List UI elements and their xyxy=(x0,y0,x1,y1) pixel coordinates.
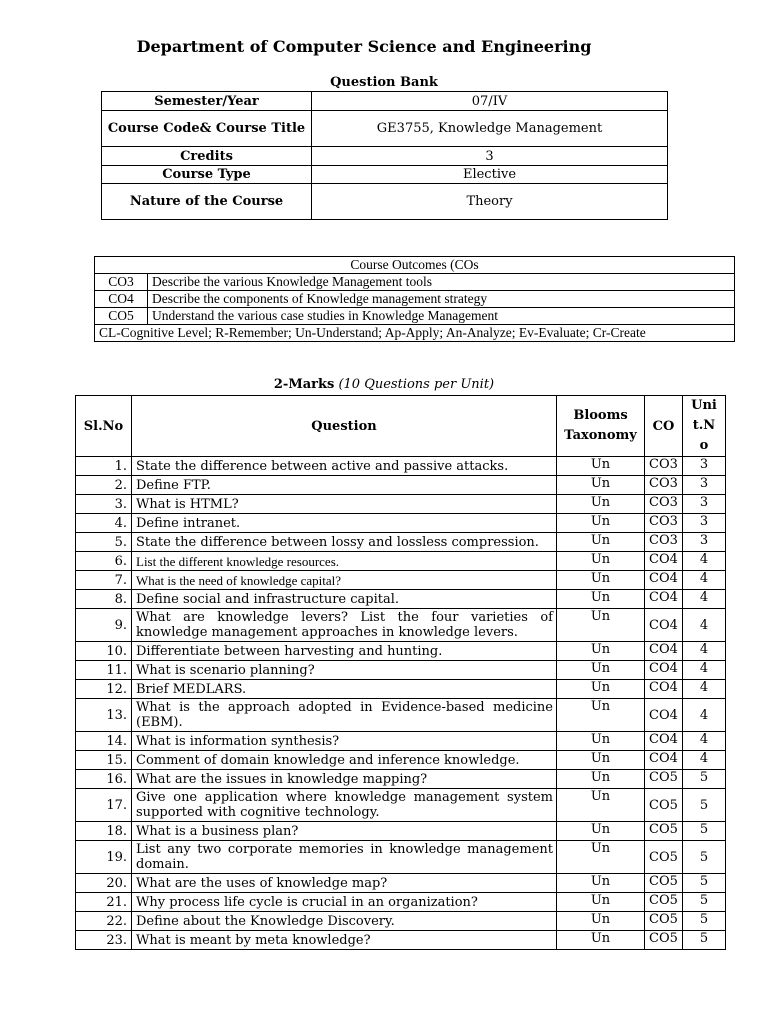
table-row xyxy=(76,552,726,571)
blooms-level: Un xyxy=(557,912,645,931)
course-outcome: CO5 xyxy=(645,931,683,950)
info-label: Course Type xyxy=(102,166,312,184)
table-row xyxy=(76,699,726,732)
blooms-level: Un xyxy=(557,751,645,770)
question-number: 20. xyxy=(76,874,132,893)
outcome-text: Describe the various Knowledge Management tools xyxy=(148,274,735,291)
question-number: 10. xyxy=(76,642,132,661)
table-row xyxy=(76,751,726,770)
question-text: List any two corporate memories in knowledge management domain. xyxy=(132,841,557,874)
outcome-text: Understand the various case studies in Knowledge Management xyxy=(148,308,735,325)
info-row xyxy=(102,166,668,184)
question-text: What are knowledge levers? List the four varieties of knowledge management approaches in knowledge levers. xyxy=(132,609,557,642)
question-text: What is HTML? xyxy=(132,495,557,514)
outcome-row xyxy=(95,291,735,308)
question-number: 11. xyxy=(76,661,132,680)
table-row xyxy=(76,457,726,476)
blooms-level: Un xyxy=(557,457,645,476)
blooms-level: Un xyxy=(557,874,645,893)
info-label: Credits xyxy=(102,147,312,166)
table-row xyxy=(76,822,726,841)
question-text: State the difference between lossy and lossless compression. xyxy=(132,533,557,552)
info-label: Course Code& Course Title xyxy=(102,111,312,147)
blooms-level: Un xyxy=(557,661,645,680)
question-number: 23. xyxy=(76,931,132,950)
table-row xyxy=(76,495,726,514)
question-text: Comment of domain knowledge and inference knowledge. xyxy=(132,751,557,770)
unit-number: 4 xyxy=(683,552,726,571)
question-number: 17. xyxy=(76,789,132,822)
info-value: Theory xyxy=(312,184,668,220)
unit-number: 5 xyxy=(683,874,726,893)
info-label: Nature of the Course xyxy=(102,184,312,220)
question-text: What is a business plan? xyxy=(132,822,557,841)
blooms-level: Un xyxy=(557,552,645,571)
info-row xyxy=(102,147,668,166)
info-row xyxy=(102,111,668,147)
info-row xyxy=(102,184,668,220)
course-outcome: CO3 xyxy=(645,476,683,495)
course-outcome: CO5 xyxy=(645,822,683,841)
outcome-row xyxy=(95,308,735,325)
unit-number: 4 xyxy=(683,699,726,732)
table-row xyxy=(76,789,726,822)
unit-number: 5 xyxy=(683,789,726,822)
course-outcome: CO3 xyxy=(645,495,683,514)
course-outcomes-table xyxy=(94,256,735,342)
course-outcome: CO5 xyxy=(645,789,683,822)
header-blooms: Blooms Taxonomy xyxy=(557,396,645,457)
table-row xyxy=(76,661,726,680)
question-text: Define intranet. xyxy=(132,514,557,533)
question-number: 13. xyxy=(76,699,132,732)
question-text: What is meant by meta knowledge? xyxy=(132,931,557,950)
question-number: 2. xyxy=(76,476,132,495)
outcome-row xyxy=(95,274,735,291)
table-row xyxy=(76,590,726,609)
table-row xyxy=(76,533,726,552)
course-outcome: CO3 xyxy=(645,514,683,533)
unit-number: 3 xyxy=(683,457,726,476)
info-label: Semester/Year xyxy=(102,92,312,111)
question-text: Define about the Knowledge Discovery. xyxy=(132,912,557,931)
blooms-level: Un xyxy=(557,609,645,642)
blooms-level: Un xyxy=(557,822,645,841)
course-outcome: CO4 xyxy=(645,751,683,770)
table-row xyxy=(76,770,726,789)
cognitive-level-legend: CL-Cognitive Level; R-Remember; Un-Understand; Ap-Apply; An-Analyze; Ev-Evaluate; Cr-Create xyxy=(95,325,735,342)
page-title: Department of Computer Science and Engineering xyxy=(136,37,592,56)
table-row xyxy=(76,874,726,893)
blooms-level: Un xyxy=(557,642,645,661)
legend-row xyxy=(95,325,735,342)
course-outcome: CO5 xyxy=(645,874,683,893)
questions-table xyxy=(75,395,726,950)
course-outcome: CO4 xyxy=(645,680,683,699)
question-number: 7. xyxy=(76,571,132,590)
table-row xyxy=(76,642,726,661)
question-text: Give one application where knowledge management system supported with cognitive technology. xyxy=(132,789,557,822)
question-text: What is information synthesis? xyxy=(132,732,557,751)
unit-number: 5 xyxy=(683,770,726,789)
marks-heading xyxy=(0,377,768,392)
question-number: 15. xyxy=(76,751,132,770)
course-outcome: CO5 xyxy=(645,893,683,912)
blooms-level: Un xyxy=(557,699,645,732)
outcome-code: CO4 xyxy=(95,291,148,308)
course-outcome: CO4 xyxy=(645,699,683,732)
question-text: What is the need of knowledge capital? xyxy=(132,571,557,590)
question-text: Differentiate between harvesting and hunting. xyxy=(132,642,557,661)
question-bank-heading: Question Bank xyxy=(330,75,438,90)
unit-number: 5 xyxy=(683,893,726,912)
question-number: 6. xyxy=(76,552,132,571)
blooms-level: Un xyxy=(557,514,645,533)
course-outcome: CO5 xyxy=(645,841,683,874)
course-outcome: CO4 xyxy=(645,590,683,609)
question-text: What is the approach adopted in Evidence-based medicine (EBM). xyxy=(132,699,557,732)
blooms-level: Un xyxy=(557,770,645,789)
question-number: 16. xyxy=(76,770,132,789)
blooms-level: Un xyxy=(557,495,645,514)
table-row xyxy=(76,931,726,950)
table-row xyxy=(76,732,726,751)
blooms-level: Un xyxy=(557,732,645,751)
table-row xyxy=(76,571,726,590)
question-text: Why process life cycle is crucial in an organization? xyxy=(132,893,557,912)
unit-number: 5 xyxy=(683,841,726,874)
course-outcome: CO3 xyxy=(645,457,683,476)
unit-number: 3 xyxy=(683,476,726,495)
question-number: 1. xyxy=(76,457,132,476)
unit-number: 3 xyxy=(683,495,726,514)
header-co: CO xyxy=(645,396,683,457)
blooms-level: Un xyxy=(557,476,645,495)
info-row xyxy=(102,92,668,111)
table-row xyxy=(76,609,726,642)
course-outcome: CO5 xyxy=(645,912,683,931)
course-outcome: CO4 xyxy=(645,552,683,571)
table-row xyxy=(76,893,726,912)
header-slno: Sl.No xyxy=(76,396,132,457)
course-outcome: CO4 xyxy=(645,571,683,590)
question-text: List the different knowledge resources. xyxy=(132,552,557,571)
outcome-code: CO5 xyxy=(95,308,148,325)
unit-number: 5 xyxy=(683,912,726,931)
unit-number: 4 xyxy=(683,590,726,609)
question-number: 14. xyxy=(76,732,132,751)
question-text: What is scenario planning? xyxy=(132,661,557,680)
blooms-level: Un xyxy=(557,590,645,609)
unit-number: 4 xyxy=(683,571,726,590)
question-number: 22. xyxy=(76,912,132,931)
unit-number: 4 xyxy=(683,661,726,680)
question-number: 19. xyxy=(76,841,132,874)
unit-number: 4 xyxy=(683,751,726,770)
questions-header-row xyxy=(76,396,726,457)
info-value: Elective xyxy=(312,166,668,184)
course-outcome: CO4 xyxy=(645,609,683,642)
question-text: Brief MEDLARS. xyxy=(132,680,557,699)
outcomes-title: Course Outcomes (COs xyxy=(95,257,735,274)
table-row xyxy=(76,680,726,699)
marks-label: 2-Marks xyxy=(273,377,335,392)
info-value: GE3755, Knowledge Management xyxy=(312,111,668,147)
unit-number: 4 xyxy=(683,642,726,661)
unit-number: 5 xyxy=(683,822,726,841)
course-outcome: CO3 xyxy=(645,533,683,552)
question-number: 12. xyxy=(76,680,132,699)
question-text: Define social and infrastructure capital. xyxy=(132,590,557,609)
question-text: Define FTP. xyxy=(132,476,557,495)
course-info-table xyxy=(101,91,668,220)
unit-number: 4 xyxy=(683,680,726,699)
blooms-level: Un xyxy=(557,893,645,912)
blooms-level: Un xyxy=(557,789,645,822)
table-row xyxy=(76,841,726,874)
outcome-code: CO3 xyxy=(95,274,148,291)
unit-number: 4 xyxy=(683,609,726,642)
info-value: 07/IV xyxy=(312,92,668,111)
table-row xyxy=(76,476,726,495)
outcome-text: Describe the components of Knowledge management strategy xyxy=(148,291,735,308)
course-outcome: CO5 xyxy=(645,770,683,789)
question-number: 8. xyxy=(76,590,132,609)
header-unit: Unit.No xyxy=(683,396,726,457)
blooms-level: Un xyxy=(557,571,645,590)
blooms-level: Un xyxy=(557,680,645,699)
outcomes-title-row xyxy=(95,257,735,274)
info-value: 3 xyxy=(312,147,668,166)
question-number: 5. xyxy=(76,533,132,552)
question-text: What are the issues in knowledge mapping? xyxy=(132,770,557,789)
question-text: What are the uses of knowledge map? xyxy=(132,874,557,893)
header-question: Question xyxy=(132,396,557,457)
course-outcome: CO4 xyxy=(645,642,683,661)
unit-number: 3 xyxy=(683,533,726,552)
course-outcome: CO4 xyxy=(645,661,683,680)
question-number: 3. xyxy=(76,495,132,514)
question-text: State the difference between active and passive attacks. xyxy=(132,457,557,476)
question-number: 9. xyxy=(76,609,132,642)
blooms-level: Un xyxy=(557,841,645,874)
question-number: 21. xyxy=(76,893,132,912)
question-number: 18. xyxy=(76,822,132,841)
blooms-level: Un xyxy=(557,931,645,950)
marks-note: (10 Questions per Unit) xyxy=(338,377,495,392)
unit-number: 5 xyxy=(683,931,726,950)
blooms-level: Un xyxy=(557,533,645,552)
course-outcome: CO4 xyxy=(645,732,683,751)
unit-number: 3 xyxy=(683,514,726,533)
table-row xyxy=(76,514,726,533)
question-number: 4. xyxy=(76,514,132,533)
unit-number: 4 xyxy=(683,732,726,751)
table-row xyxy=(76,912,726,931)
